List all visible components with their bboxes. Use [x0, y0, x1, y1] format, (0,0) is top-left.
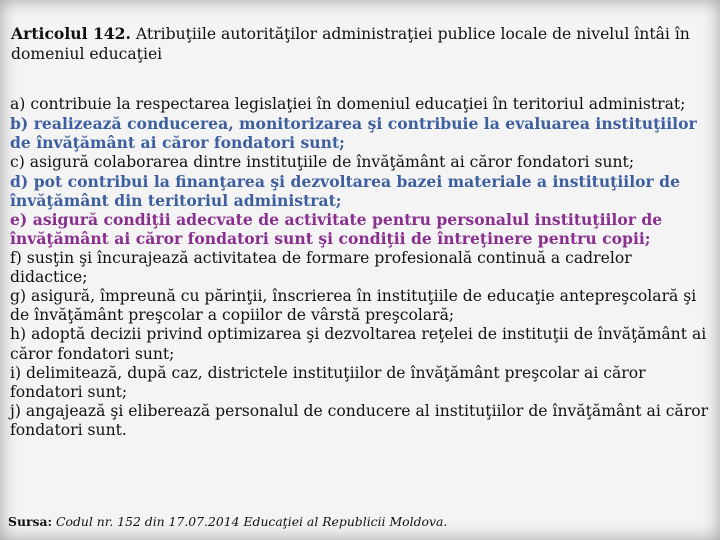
- list-item: b) realizează conducerea, monitorizarea şi contribuie la evaluarea instituţiilor de învăţământ ai căror fondatori sunt;: [10, 114, 697, 153]
- list-item: i) delimitează, după caz, districtele instituţiilor de învăţământ preşcolar ai căror fondatori sunt;: [10, 363, 646, 402]
- list-item: f) susţin şi încurajează activitatea de formare profesională continuă a cadrelor didactice;: [10, 248, 632, 286]
- article-title: [11, 24, 711, 64]
- list-item: g) asigură, împreună cu părinţii, înscrierea în instituţiile de educaţie antepreşcolară şi de învăţământ preşcolar a copiilor de vârstă preşcolară;: [10, 287, 697, 325]
- list-item: h) adoptă decizii privind optimizarea şi dezvoltarea reţelei de instituţii de învăţământ ai căror fondatori sunt;: [10, 325, 707, 363]
- source-label: Sursa:: [8, 514, 53, 529]
- article-number: Articolul 142.: [11, 24, 131, 43]
- list-item: c) asigură colaborarea dintre instituţiile de învăţământ ai căror fondatori sunt;: [10, 152, 635, 171]
- source-citation: [8, 514, 447, 529]
- list-item: d) pot contribui la finanţarea şi dezvoltarea bazei materiale a instituţiilor de învăţământ din teritoriul administrat;: [10, 171, 681, 211]
- duties-list: [10, 95, 714, 441]
- article-heading: Atribuţiile autorităţilor administraţiei publice locale de nivelul întâi în domeniul educaţiei: [11, 25, 690, 63]
- list-item: a) contribuie la respectarea legislaţiei în domeniul educaţiei în teritoriul administrat;: [10, 95, 686, 113]
- list-item: j) angajează şi eliberează personalul de conducere al instituţiilor de învăţământ ai căror fondatori sunt.: [10, 402, 709, 440]
- source-reference: Codul nr. 152 din 17.07.2014 Educaţiei al Republicii Moldova.: [52, 514, 448, 529]
- list-item: e) asigură condiţii adecvate de activitate pentru personalul instituţiilor de învăţământ ai căror fondatori sunt şi condiţii de întreţinere pentru copii;: [10, 210, 663, 249]
